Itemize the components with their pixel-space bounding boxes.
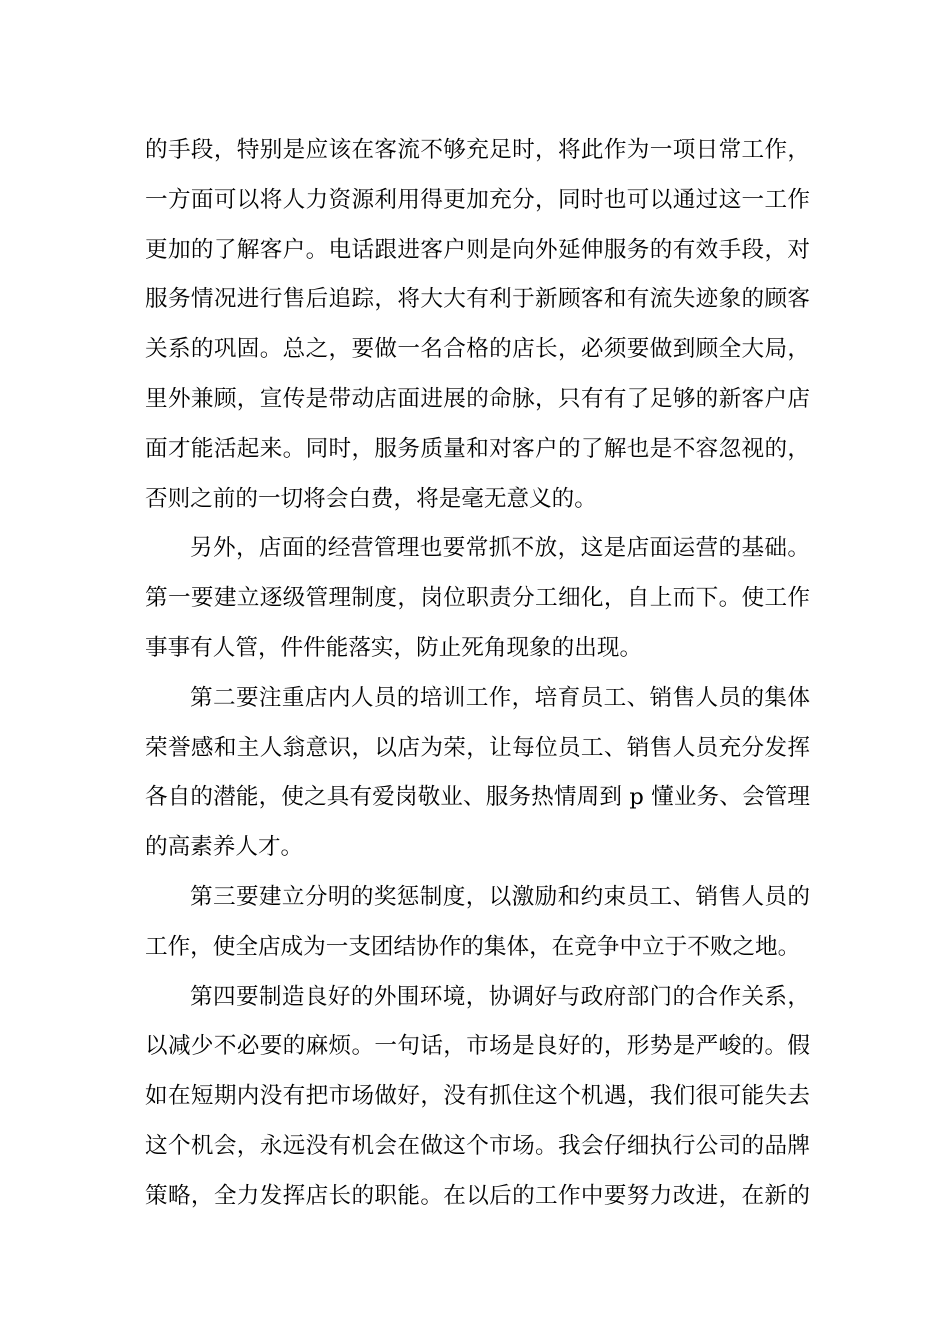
paragraph-first-line: 另外，店面的经营管理也要常抓不放，这是店面运营的基础。 [190, 535, 810, 562]
text-line: 里外兼顾，宣传是带动店面进展的命脉，只有有了足够的新客户店 [145, 385, 810, 412]
text-line: 策略，全力发挥店长的职能。在以后的工作中要努力改进，在新的 [145, 1182, 810, 1209]
text-line: 的高素养人才。 [145, 834, 304, 861]
text-line: 服务情况进行售后追踪，将大大有利于新顾客和有流失迹象的顾客 [145, 286, 810, 313]
paragraph-first-line: 第三要建立分明的奖惩制度，以激励和约束员工、销售人员的 [190, 883, 810, 910]
text-line: 工作，使全店成为一支团结协作的集体，在竞争中立于不败之地。 [145, 933, 801, 960]
text-line: 否则之前的一切将会白费，将是毫无意义的。 [145, 485, 597, 512]
paragraph-first-line: 第四要制造良好的外围环境，协调好与政府部门的合作关系， [190, 983, 810, 1010]
text-line: 的手段，特别是应该在客流不够充足时，将此作为一项日常工作， [145, 137, 810, 163]
text-line: 一方面可以将人力资源利用得更加充分，同时也可以通过这一工作 [145, 186, 810, 213]
text-line: 事事有人管，件件能落实，防止死角现象的出现。 [145, 634, 643, 661]
paragraph-first-line: 第二要注重店内人员的培训工作，培育员工、销售人员的集体 [190, 684, 810, 711]
text-line: 以减少不必要的麻烦。一句话，市场是良好的，形势是严峻的。假 [145, 1033, 810, 1060]
text-line: 关系的巩固。总之，要做一名合格的店长，必须要做到顾全大局， [145, 336, 810, 363]
body-text [145, 126, 810, 1222]
text-line: 更加的了解客户。电话跟进客户则是向外延伸服务的有效手段，对 [145, 236, 810, 263]
text-line: 如在短期内没有把市场做好，没有抓住这个机遇，我们很可能失去 [145, 1083, 810, 1110]
text-line: 面才能活起来。同时，服务质量和对客户的了解也是不容忽视的， [145, 435, 810, 462]
text-line: 荣誉感和主人翁意识，以店为荣，让每位员工、销售人员充分发挥 [145, 734, 810, 761]
text-line: 第一要建立逐级管理制度，岗位职责分工细化，自上而下。使工作 [145, 585, 810, 612]
text-line: 这个机会，永远没有机会在做这个市场。我会仔细执行公司的品牌 [145, 1132, 810, 1159]
text-line: 各自的潜能，使之具有爱岗敬业、服务热情周到 p 懂业务、会管理 [145, 784, 810, 811]
